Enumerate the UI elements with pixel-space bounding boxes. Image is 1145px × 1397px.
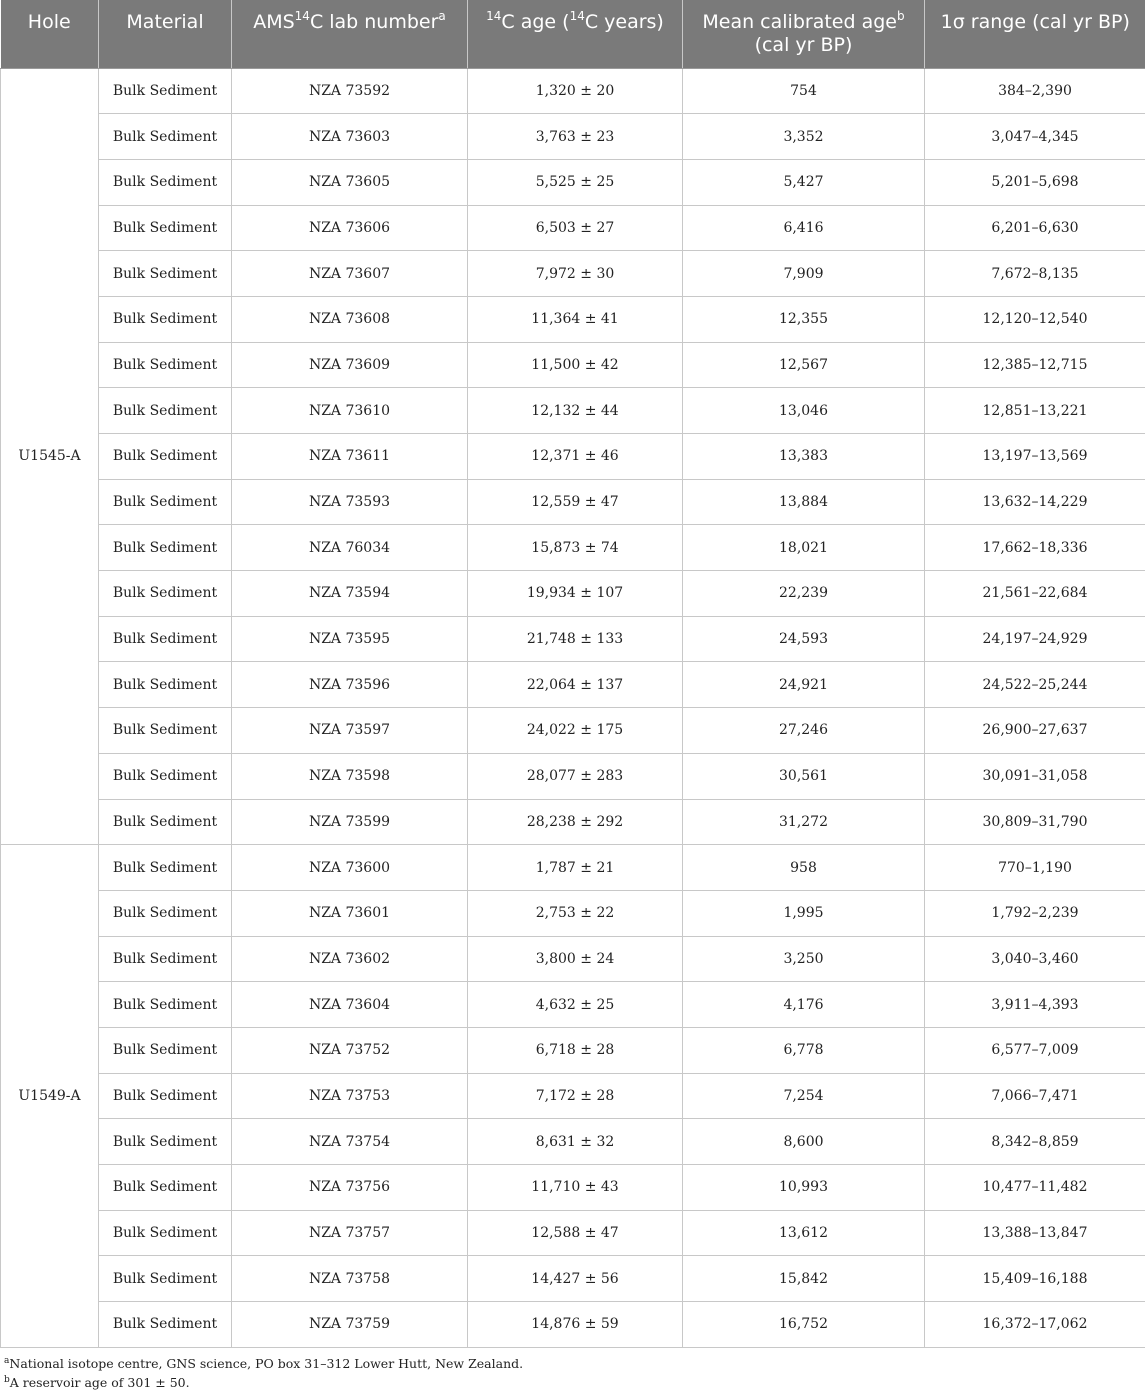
lab-cell: NZA 73609	[232, 342, 468, 388]
mean-cell: 13,046	[683, 388, 925, 434]
mean-cell: 1,995	[683, 890, 925, 936]
lab-cell: NZA 73607	[232, 251, 468, 297]
lab-cell: NZA 73596	[232, 662, 468, 708]
mean-cell: 24,593	[683, 616, 925, 662]
mean-cell: 6,416	[683, 205, 925, 251]
age-cell: 6,503 ± 27	[468, 205, 683, 251]
mean-cell: 3,250	[683, 936, 925, 982]
mean-cell: 12,355	[683, 296, 925, 342]
material-cell: Bulk Sediment	[99, 982, 232, 1028]
age-cell: 1,320 ± 20	[468, 68, 683, 114]
range-cell: 10,477–11,482	[925, 1165, 1145, 1211]
mean-cell: 22,239	[683, 571, 925, 617]
table-row	[1, 296, 1145, 342]
table-row	[1, 799, 1145, 845]
table-row	[1, 1302, 1145, 1348]
lab-cell: NZA 73600	[232, 845, 468, 891]
mean-cell: 7,254	[683, 1073, 925, 1119]
material-cell: Bulk Sediment	[99, 753, 232, 799]
material-cell: Bulk Sediment	[99, 205, 232, 251]
range-cell: 12,120–12,540	[925, 296, 1145, 342]
range-cell: 5,201–5,698	[925, 159, 1145, 205]
age-cell: 11,364 ± 41	[468, 296, 683, 342]
table-row	[1, 114, 1145, 160]
range-cell: 13,197–13,569	[925, 434, 1145, 480]
mean-cell: 754	[683, 68, 925, 114]
range-cell: 12,385–12,715	[925, 342, 1145, 388]
material-cell: Bulk Sediment	[99, 1302, 232, 1348]
table-row	[1, 342, 1145, 388]
range-cell: 7,672–8,135	[925, 251, 1145, 297]
range-cell: 26,900–27,637	[925, 708, 1145, 754]
header-material: Material	[99, 0, 232, 68]
range-cell: 7,066–7,471	[925, 1073, 1145, 1119]
range-cell: 17,662–18,336	[925, 525, 1145, 571]
range-cell: 12,851–13,221	[925, 388, 1145, 434]
table-row	[1, 205, 1145, 251]
material-cell: Bulk Sediment	[99, 251, 232, 297]
age-cell: 7,172 ± 28	[468, 1073, 683, 1119]
age-cell: 7,972 ± 30	[468, 251, 683, 297]
range-cell: 16,372–17,062	[925, 1302, 1145, 1348]
mean-cell: 13,884	[683, 479, 925, 525]
mean-cell: 13,612	[683, 1210, 925, 1256]
material-cell: Bulk Sediment	[99, 708, 232, 754]
range-cell: 8,342–8,859	[925, 1119, 1145, 1165]
mean-cell: 6,778	[683, 1027, 925, 1073]
range-cell: 13,388–13,847	[925, 1210, 1145, 1256]
mean-cell: 16,752	[683, 1302, 925, 1348]
lab-cell: NZA 73595	[232, 616, 468, 662]
footnote-b: $^b$A reservoir age of 301 ± 50.	[4, 1374, 190, 1390]
material-cell: Bulk Sediment	[99, 114, 232, 160]
material-cell: Bulk Sediment	[99, 799, 232, 845]
mean-cell: 7,909	[683, 251, 925, 297]
material-cell: Bulk Sediment	[99, 68, 232, 114]
material-cell: Bulk Sediment	[99, 1027, 232, 1073]
lab-cell: NZA 73611	[232, 434, 468, 480]
table-row	[1, 159, 1145, 205]
material-cell: Bulk Sediment	[99, 479, 232, 525]
header-mean-calibrated-age: Mean calibrated age$^b$ (cal yr BP)	[683, 0, 925, 68]
table-footnotes	[0, 1348, 1145, 1392]
range-cell: 13,632–14,229	[925, 479, 1145, 525]
range-cell: 6,201–6,630	[925, 205, 1145, 251]
age-cell: 14,427 ± 56	[468, 1256, 683, 1302]
age-cell: 22,064 ± 137	[468, 662, 683, 708]
material-cell: Bulk Sediment	[99, 936, 232, 982]
range-cell: 24,522–25,244	[925, 662, 1145, 708]
age-cell: 1,787 ± 21	[468, 845, 683, 891]
table-row	[1, 1073, 1145, 1119]
lab-cell: NZA 76034	[232, 525, 468, 571]
mean-cell: 15,842	[683, 1256, 925, 1302]
material-cell: Bulk Sediment	[99, 525, 232, 571]
table-row	[1, 1119, 1145, 1165]
age-cell: 12,588 ± 47	[468, 1210, 683, 1256]
material-cell: Bulk Sediment	[99, 342, 232, 388]
age-cell: 12,559 ± 47	[468, 479, 683, 525]
material-cell: Bulk Sediment	[99, 388, 232, 434]
table-row	[1, 1210, 1145, 1256]
hole-cell: U1545-A	[1, 68, 99, 845]
lab-cell: NZA 73752	[232, 1027, 468, 1073]
table-row	[1, 753, 1145, 799]
material-cell: Bulk Sediment	[99, 434, 232, 480]
header-hole: Hole	[1, 0, 99, 68]
range-cell: 3,040–3,460	[925, 936, 1145, 982]
age-cell: 12,132 ± 44	[468, 388, 683, 434]
table-row	[1, 1256, 1145, 1302]
range-cell: 384–2,390	[925, 68, 1145, 114]
mean-cell: 3,352	[683, 114, 925, 160]
mean-cell: 8,600	[683, 1119, 925, 1165]
lab-cell: NZA 73608	[232, 296, 468, 342]
table-row	[1, 662, 1145, 708]
lab-cell: NZA 73606	[232, 205, 468, 251]
hole-cell: U1549-A	[1, 845, 99, 1348]
age-cell: 15,873 ± 74	[468, 525, 683, 571]
lab-cell: NZA 73756	[232, 1165, 468, 1211]
mean-cell: 18,021	[683, 525, 925, 571]
mean-cell: 4,176	[683, 982, 925, 1028]
material-cell: Bulk Sediment	[99, 662, 232, 708]
footnote-a: $^a$National isotope centre, GNS science, PO box 31–312 Lower Hutt, New Zealand.	[4, 1355, 524, 1371]
material-cell: Bulk Sediment	[99, 890, 232, 936]
lab-cell: NZA 73598	[232, 753, 468, 799]
lab-cell: NZA 73757	[232, 1210, 468, 1256]
age-cell: 24,022 ± 175	[468, 708, 683, 754]
age-cell: 3,763 ± 23	[468, 114, 683, 160]
age-cell: 5,525 ± 25	[468, 159, 683, 205]
material-cell: Bulk Sediment	[99, 1256, 232, 1302]
table-row	[1, 982, 1145, 1028]
age-cell: 8,631 ± 32	[468, 1119, 683, 1165]
table-row	[1, 434, 1145, 480]
material-cell: Bulk Sediment	[99, 571, 232, 617]
mean-cell: 24,921	[683, 662, 925, 708]
material-cell: Bulk Sediment	[99, 616, 232, 662]
lab-cell: NZA 73597	[232, 708, 468, 754]
table-body	[1, 68, 1145, 1347]
table-row	[1, 571, 1145, 617]
age-cell: 21,748 ± 133	[468, 616, 683, 662]
lab-cell: NZA 73759	[232, 1302, 468, 1348]
header-lab-number: AMS$^{14}$C lab number$^a$	[232, 0, 468, 68]
header-c14-age: $^{14}$C age ($^{14}$C years)	[468, 0, 683, 68]
lab-cell: NZA 73594	[232, 571, 468, 617]
lab-cell: NZA 73592	[232, 68, 468, 114]
lab-cell: NZA 73605	[232, 159, 468, 205]
table-row	[1, 845, 1145, 891]
material-cell: Bulk Sediment	[99, 845, 232, 891]
lab-cell: NZA 73601	[232, 890, 468, 936]
lab-cell: NZA 73754	[232, 1119, 468, 1165]
table-row	[1, 388, 1145, 434]
age-cell: 12,371 ± 46	[468, 434, 683, 480]
material-cell: Bulk Sediment	[99, 1073, 232, 1119]
table-header	[1, 0, 1145, 68]
range-cell: 1,792–2,239	[925, 890, 1145, 936]
range-cell: 24,197–24,929	[925, 616, 1145, 662]
mean-cell: 30,561	[683, 753, 925, 799]
mean-cell: 5,427	[683, 159, 925, 205]
lab-cell: NZA 73602	[232, 936, 468, 982]
lab-cell: NZA 73753	[232, 1073, 468, 1119]
age-cell: 3,800 ± 24	[468, 936, 683, 982]
range-cell: 3,047–4,345	[925, 114, 1145, 160]
range-cell: 6,577–7,009	[925, 1027, 1145, 1073]
lab-cell: NZA 73603	[232, 114, 468, 160]
table-row	[1, 936, 1145, 982]
material-cell: Bulk Sediment	[99, 1165, 232, 1211]
mean-cell: 13,383	[683, 434, 925, 480]
lab-cell: NZA 73593	[232, 479, 468, 525]
age-cell: 14,876 ± 59	[468, 1302, 683, 1348]
material-cell: Bulk Sediment	[99, 1210, 232, 1256]
lab-cell: NZA 73599	[232, 799, 468, 845]
mean-cell: 12,567	[683, 342, 925, 388]
age-cell: 28,238 ± 292	[468, 799, 683, 845]
mean-cell: 10,993	[683, 1165, 925, 1211]
mean-cell: 27,246	[683, 708, 925, 754]
age-cell: 6,718 ± 28	[468, 1027, 683, 1073]
range-cell: 15,409–16,188	[925, 1256, 1145, 1302]
age-cell: 2,753 ± 22	[468, 890, 683, 936]
age-cell: 19,934 ± 107	[468, 571, 683, 617]
age-cell: 11,500 ± 42	[468, 342, 683, 388]
range-cell: 3,911–4,393	[925, 982, 1145, 1028]
material-cell: Bulk Sediment	[99, 1119, 232, 1165]
range-cell: 770–1,190	[925, 845, 1145, 891]
age-cell: 11,710 ± 43	[468, 1165, 683, 1211]
table-row	[1, 479, 1145, 525]
range-cell: 30,809–31,790	[925, 799, 1145, 845]
table-row	[1, 251, 1145, 297]
header-sigma-range: 1σ range (cal yr BP)	[925, 0, 1145, 68]
range-cell: 21,561–22,684	[925, 571, 1145, 617]
table-row	[1, 525, 1145, 571]
table-row	[1, 1027, 1145, 1073]
table-row	[1, 616, 1145, 662]
mean-cell: 31,272	[683, 799, 925, 845]
table-row	[1, 890, 1145, 936]
age-cell: 28,077 ± 283	[468, 753, 683, 799]
material-cell: Bulk Sediment	[99, 159, 232, 205]
table-row	[1, 1165, 1145, 1211]
table-row	[1, 708, 1145, 754]
range-cell: 30,091–31,058	[925, 753, 1145, 799]
lab-cell: NZA 73758	[232, 1256, 468, 1302]
mean-cell: 958	[683, 845, 925, 891]
table-row	[1, 68, 1145, 114]
lab-cell: NZA 73604	[232, 982, 468, 1028]
material-cell: Bulk Sediment	[99, 296, 232, 342]
age-cell: 4,632 ± 25	[468, 982, 683, 1028]
lab-cell: NZA 73610	[232, 388, 468, 434]
